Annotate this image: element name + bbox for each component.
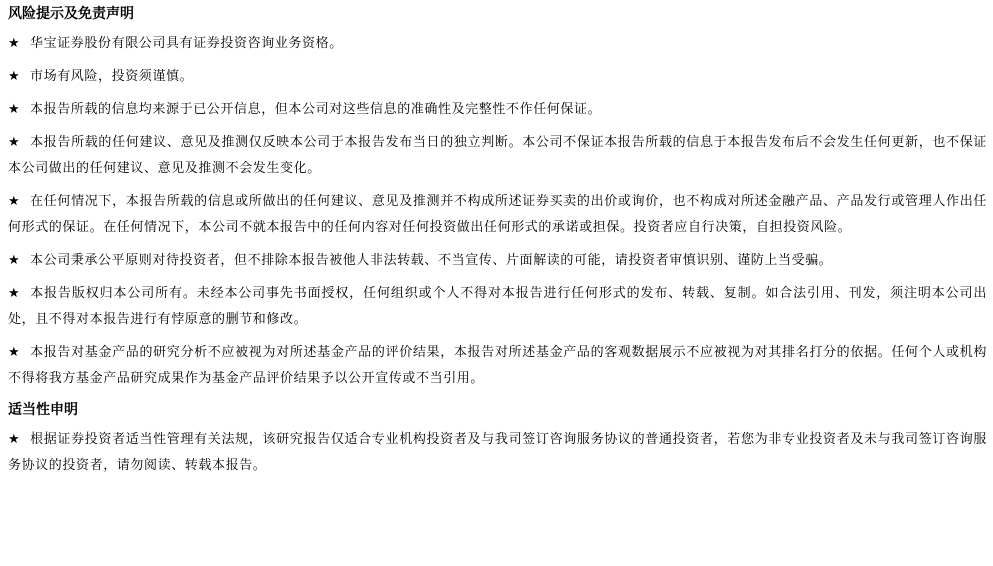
- risk-item-text: 在任何情况下，本报告所载的信息或所做出的任何建议、意见及推测并不构成所述证券买卖的出价或询价，也不构成对所述金融产品、产品发行或管理人作出任何形式的保证。在任何情况下，本公司不就本报告中的任何内容对任何投资做出任何形式的承诺或担保。投资者应自行决策，自担投资风险。: [8, 194, 987, 235]
- risk-item-text: 本报告所载的信息均来源于已公开信息，但本公司对这些信息的准确性及完整性不作任何保证。: [30, 102, 602, 117]
- star-icon: ★: [8, 432, 21, 447]
- star-icon: ★: [8, 36, 21, 51]
- star-icon: ★: [8, 135, 21, 150]
- risk-item-6: [8, 248, 987, 274]
- risk-item-text: 本公司秉承公平原则对待投资者，但不排除本报告被他人非法转载、不当宣传、片面解读的可能，请投资者审慎识别、谨防上当受骗。: [30, 253, 833, 268]
- risk-item-1: [8, 31, 987, 57]
- risk-item-text: 本报告所载的任何建议、意见及推测仅反映本公司于本报告发布当日的独立判断。本公司不保证本报告所载的信息于本报告发布后不会发生任何更新，也不保证本公司做出的任何建议、意见及推测不会发生变化。: [8, 135, 987, 176]
- star-icon: ★: [8, 253, 21, 268]
- risk-item-text: 本报告对基金产品的研究分析不应被视为对所述基金产品的评价结果，本报告对所述基金产品的客观数据展示不应被视为对其排名打分的依据。任何个人或机构不得将我方基金产品研究成果作为基金产品评价结果予以公开宣传或不当引用。: [8, 345, 987, 386]
- risk-item-text: 市场有风险，投资须谨慎。: [30, 69, 194, 84]
- risk-item-text: 华宝证券股份有限公司具有证券投资咨询业务资格。: [30, 36, 343, 51]
- risk-item-3: [8, 97, 987, 123]
- risk-item-8: [8, 340, 987, 392]
- star-icon: ★: [8, 69, 21, 84]
- suitability-section-title: 适当性申明: [8, 402, 78, 418]
- risk-item-4: [8, 130, 987, 182]
- star-icon: ★: [8, 194, 21, 209]
- risk-item-2: [8, 64, 987, 90]
- star-icon: ★: [8, 345, 21, 360]
- risk-item-text: 本报告版权归本公司所有。未经本公司事先书面授权，任何组织或个人不得对本报告进行任何形式的发布、转载、复制。如合法引用、刊发，须注明本公司出处，且不得对本报告进行有悖原意的删节和修改。: [8, 286, 987, 327]
- star-icon: ★: [8, 102, 21, 117]
- risk-item-5: [8, 189, 987, 241]
- star-icon: ★: [8, 286, 21, 301]
- risk-item-7: [8, 281, 987, 333]
- risk-section-title: 风险提示及免责声明: [8, 6, 134, 22]
- suitability-item-text: 根据证券投资者适当性管理有关法规，该研究报告仅适合专业机构投资者及与我司签订咨询服务协议的普通投资者，若您为非专业投资者及未与我司签订咨询服务协议的投资者，请勿阅读、转载本报告。: [8, 432, 987, 473]
- suitability-item-1: [8, 427, 987, 479]
